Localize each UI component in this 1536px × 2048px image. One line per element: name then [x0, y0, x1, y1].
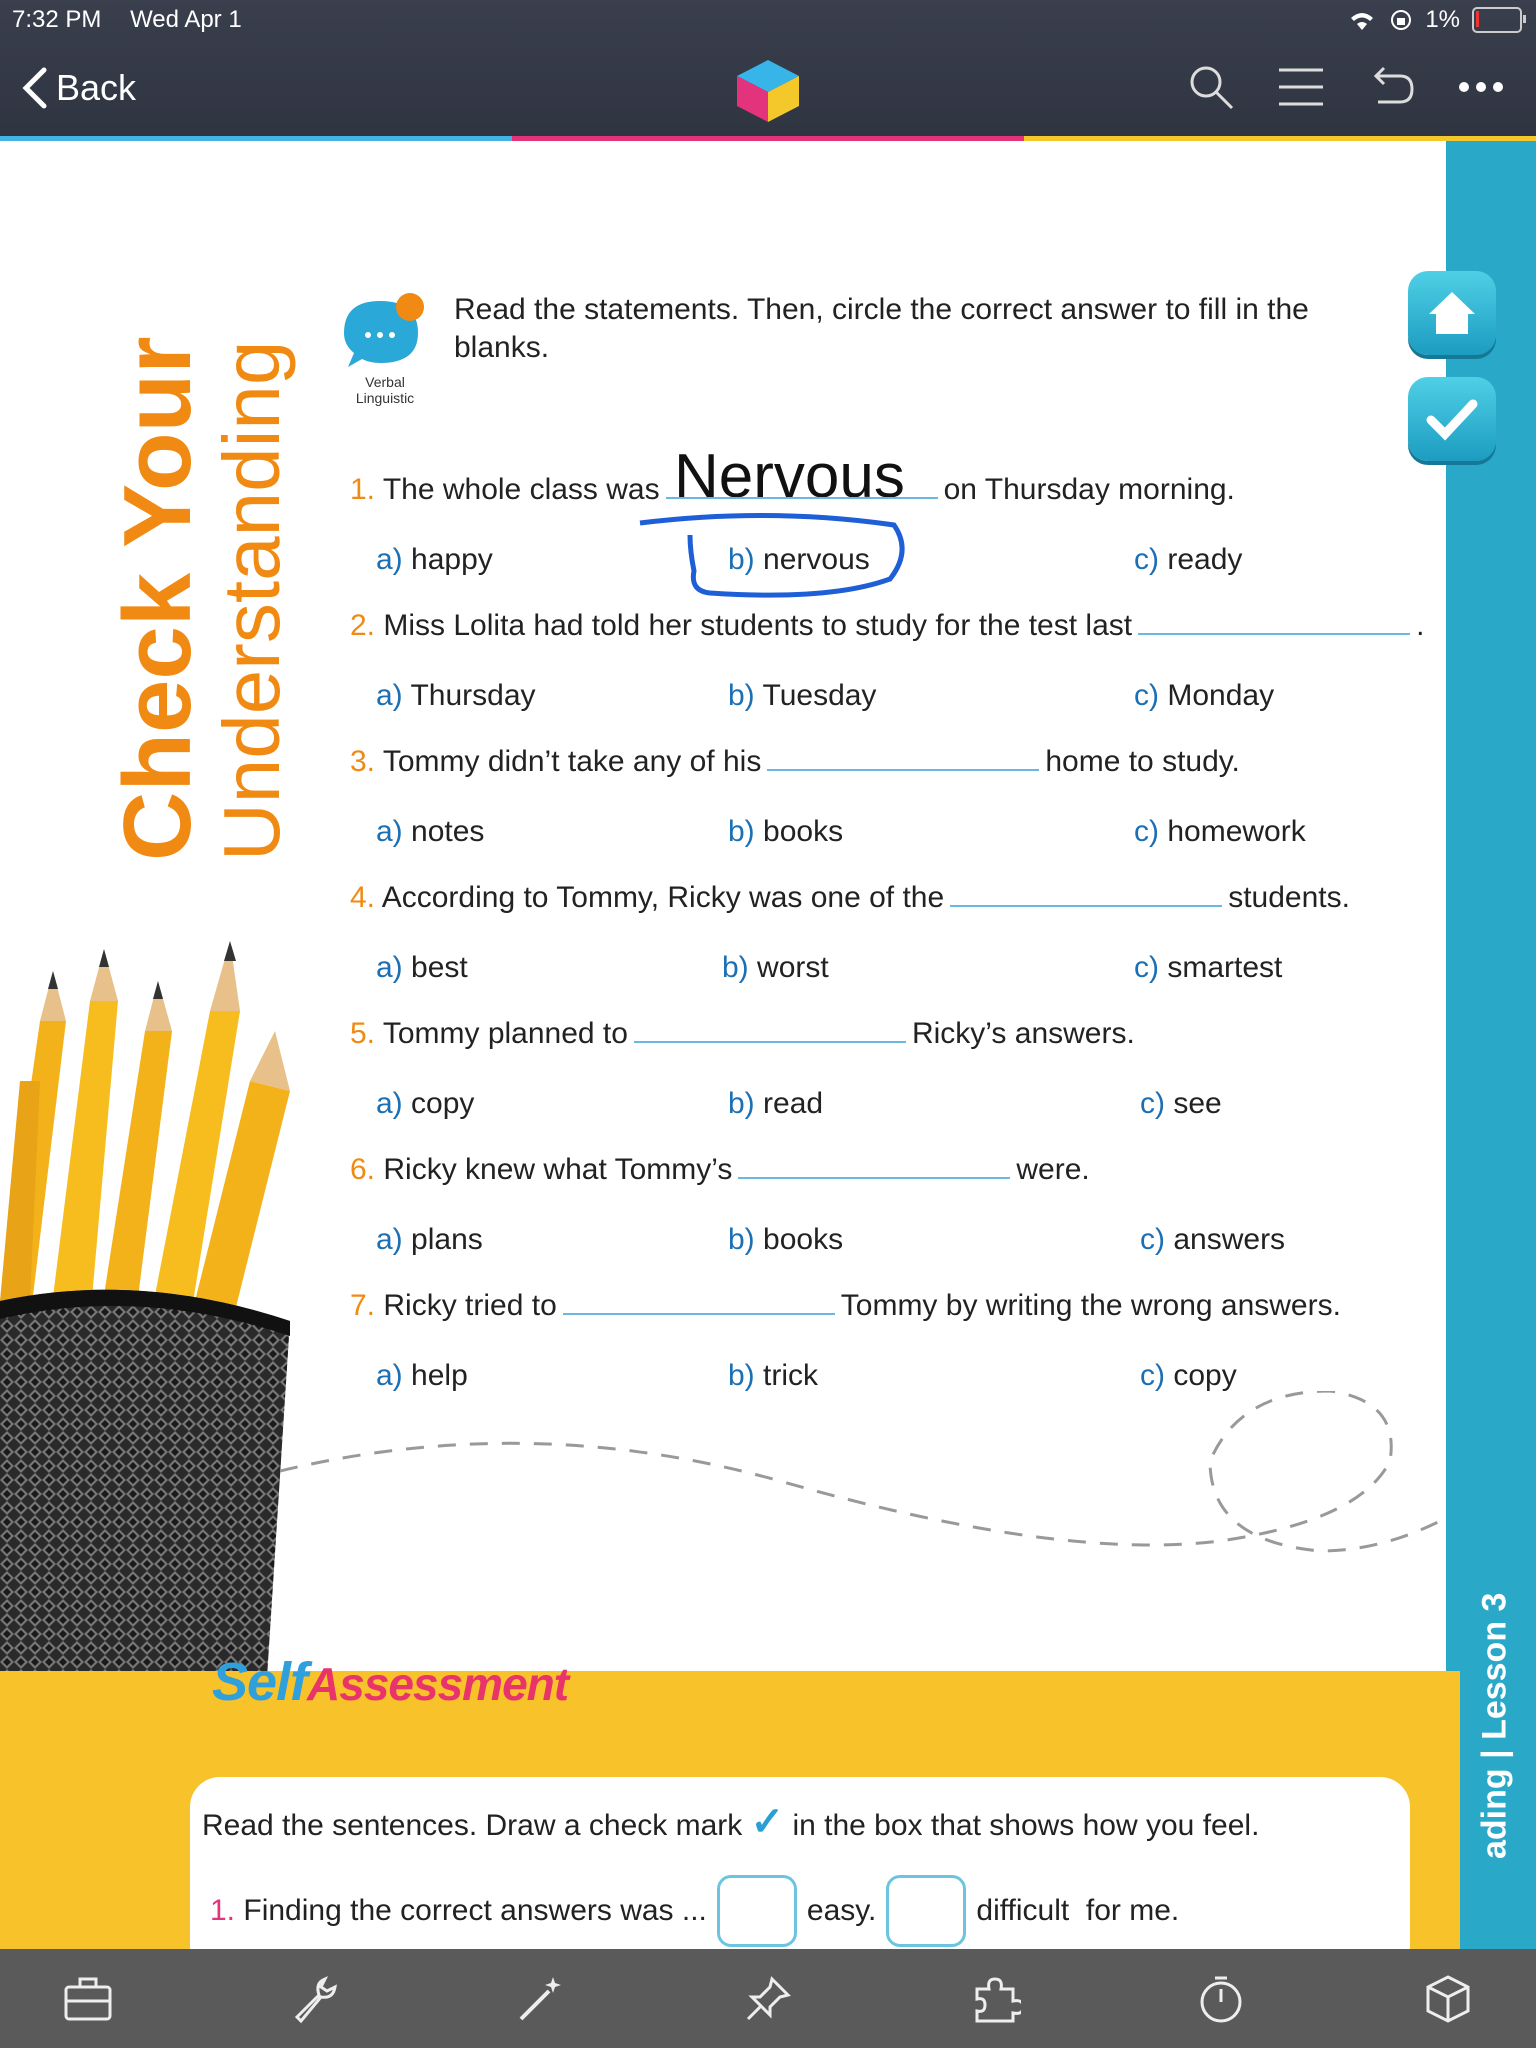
back-label: Back [56, 67, 137, 108]
pushpin-icon [742, 1973, 794, 2025]
menu-icon[interactable] [1276, 62, 1326, 112]
bottom-toolbar [0, 1949, 1536, 2048]
home-button[interactable] [1408, 271, 1496, 355]
handwritten-answer: Nervous [674, 442, 905, 511]
app-logo-icon [733, 58, 803, 124]
nav-actions [1186, 62, 1506, 112]
option-c[interactable]: c) homework [1134, 815, 1306, 848]
lesson-label: ading | Lesson 3 [1475, 1592, 1513, 1859]
cube-icon [1422, 1973, 1474, 2025]
answer-blank[interactable] [767, 745, 1039, 771]
undo-icon[interactable] [1366, 62, 1416, 112]
answer-blank[interactable] [563, 1289, 835, 1315]
status-time: 7:32 PM [12, 6, 102, 33]
option-b[interactable]: b) books [728, 815, 844, 848]
back-button[interactable] [22, 66, 136, 110]
question-4: 4. According to Tommy, Ricky was one of the students. [350, 881, 1350, 914]
option-b[interactable]: b) worst [722, 951, 829, 984]
question-3: 3. Tommy didn’t take any of his home to study. [350, 745, 1240, 778]
more-options-icon[interactable] [1456, 62, 1506, 112]
answer-blank[interactable] [950, 881, 1222, 907]
title-understanding: Understanding [207, 340, 296, 861]
option-b[interactable]: b) nervous [728, 543, 870, 576]
battery-icon [1472, 7, 1522, 33]
verbal-linguistic-label: Verbal Linguistic [355, 374, 415, 406]
home-icon [1425, 288, 1479, 338]
option-a[interactable]: a) plans [376, 1223, 483, 1256]
textbook-page [0, 141, 1536, 1949]
self-assessment-question-1: 1. Finding the correct answers was ... easy. difficult for me. [210, 1875, 1179, 1947]
pin-tool[interactable] [740, 1971, 796, 2027]
option-a[interactable]: a) copy [376, 1087, 475, 1120]
check-mark-icon: ✓ [750, 1800, 785, 1844]
question-7: 7. Ricky tried to Tommy by writing the wrong answers. [350, 1289, 1341, 1322]
option-c[interactable]: c) Monday [1134, 679, 1275, 712]
orientation-lock-icon [1389, 8, 1413, 32]
easy-checkbox[interactable] [717, 1875, 797, 1947]
answer-blank[interactable] [1138, 609, 1410, 635]
top-bar [0, 0, 1536, 140]
question-6: 6. Ricky knew what Tommy’s were. [350, 1153, 1090, 1186]
briefcase-icon [62, 1973, 114, 2025]
status-bar [12, 6, 264, 34]
wrench-icon [289, 1973, 341, 2025]
battery-percent: 1% [1425, 6, 1460, 33]
option-a[interactable]: a) help [376, 1359, 468, 1392]
status-date: Wed Apr 1 [130, 6, 242, 33]
checkmark-icon [1425, 396, 1479, 442]
question-1: 1. The whole class was on Thursday morning. [350, 473, 1235, 506]
chevron-left-icon [22, 66, 48, 110]
option-a[interactable]: a) notes [376, 815, 485, 848]
timer-tool[interactable] [1193, 1971, 1249, 2027]
option-c[interactable]: c) see [1140, 1087, 1222, 1120]
self-assessment-title: SelfAssessment [212, 1652, 569, 1712]
answer-blank[interactable] [666, 473, 938, 499]
answer-blank[interactable] [634, 1017, 906, 1043]
question-5: 5. Tommy planned to Ricky’s answers. [350, 1017, 1135, 1050]
option-c[interactable]: c) copy [1140, 1359, 1237, 1392]
option-c[interactable]: c) smartest [1134, 951, 1283, 984]
cube-tool[interactable] [1420, 1971, 1476, 2027]
wifi-icon [1347, 8, 1377, 32]
option-b[interactable]: b) read [728, 1087, 824, 1120]
self-assessment-instructions: Read the sentences. Draw a check mark ✓ in the box that shows how you feel. [202, 1800, 1260, 1844]
option-c[interactable]: c) answers [1140, 1223, 1286, 1256]
status-indicators [1347, 6, 1522, 34]
wrench-tool[interactable] [287, 1971, 343, 2027]
dashed-path-decoration [280, 1391, 1460, 1661]
briefcase-tool[interactable] [60, 1971, 116, 2027]
option-b[interactable]: b) Tuesday [728, 679, 877, 712]
puzzle-tool[interactable] [967, 1971, 1023, 2027]
section-title [104, 336, 296, 861]
magic-wand-tool[interactable] [513, 1971, 569, 2027]
option-a[interactable]: a) best [376, 951, 468, 984]
option-b[interactable]: b) trick [728, 1359, 819, 1392]
difficult-checkbox[interactable] [886, 1875, 966, 1947]
verbal-linguistic-badge [340, 291, 430, 421]
search-icon[interactable] [1186, 62, 1236, 112]
stopwatch-icon [1195, 1973, 1247, 2025]
title-check-your: Check Your [104, 336, 211, 861]
option-a[interactable]: a) happy [376, 543, 493, 576]
speech-bubble-icon [340, 291, 430, 371]
option-a[interactable]: a) Thursday [376, 679, 536, 712]
option-c[interactable]: c) ready [1134, 543, 1243, 576]
option-b[interactable]: b) books [728, 1223, 844, 1256]
magic-wand-icon [515, 1973, 567, 2025]
instructions-text: Read the statements. Then, circle the correct answer to fill in the blanks. [454, 293, 1309, 364]
answer-blank[interactable] [738, 1153, 1010, 1179]
puzzle-piece-icon [969, 1973, 1021, 2025]
question-2: 2. Miss Lolita had told her students to study for the test last . [350, 609, 1425, 642]
check-button[interactable] [1408, 377, 1496, 461]
